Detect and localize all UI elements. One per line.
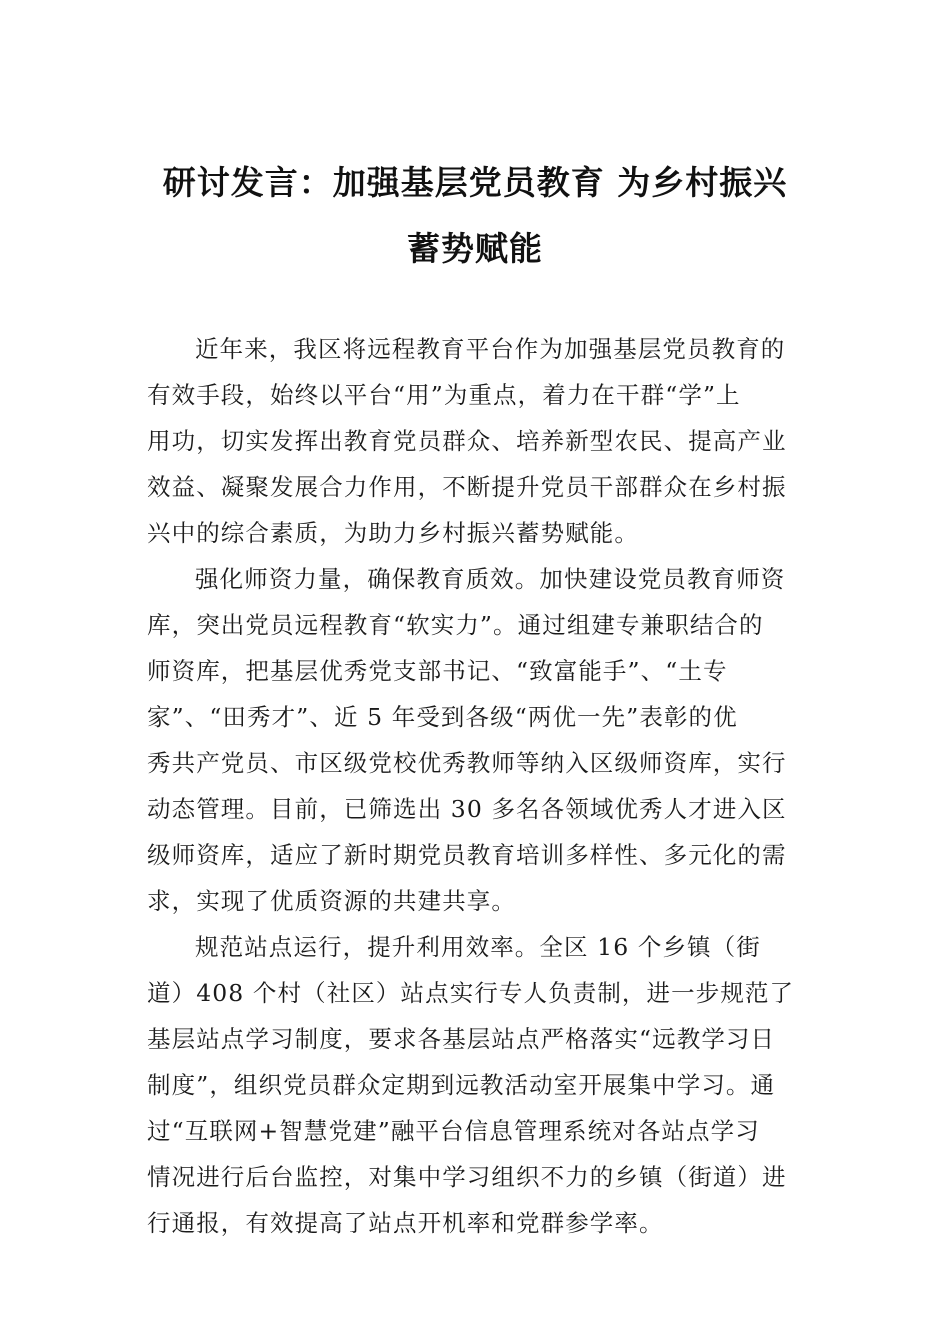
title-line-2: 蓄势赋能 [407, 229, 543, 268]
paragraph-line: 库，突出党员远程教育“软实力”。通过组建专兼职结合的 [147, 611, 764, 639]
paragraph-line: 规范站点运行，提升利用效率。全区 16 个乡镇（街 [195, 933, 761, 961]
paragraph-line: 情况进行后台监控，对集中学习组织不力的乡镇（街道）进 [147, 1163, 787, 1191]
paragraph-teachers [147, 556, 807, 924]
paragraph-line: 效益、凝聚发展合力作用，不断提升党员干部群众在乡村振 [147, 473, 787, 501]
paragraph-line: 过“互联网+智慧党建”融平台信息管理系统对各站点学习 [147, 1117, 760, 1145]
paragraph-line: 强化师资力量，确保教育质效。加快建设党员教育师资 [195, 565, 786, 593]
paragraph-line: 家”、“田秀才”、近 5 年受到各级“两优一先”表彰的优 [147, 703, 738, 731]
paragraph-line: 师资库，把基层优秀党支部书记、“致富能手”、“土专 [147, 657, 728, 685]
paragraph-line: 级师资库，适应了新时期党员教育培训多样性、多元化的需 [147, 841, 787, 869]
title-line-1: 研讨发言：加强基层党员教育 为乡村振兴 [162, 163, 788, 202]
paragraph-line: 基层站点学习制度，要求各基层站点严格落实“远教学习日 [147, 1025, 776, 1053]
paragraph-line: 行通报，有效提高了站点开机率和党群参学率。 [147, 1209, 664, 1237]
paragraph-line: 兴中的综合素质，为助力乡村振兴蓄势赋能。 [147, 519, 639, 547]
document-title [120, 150, 830, 282]
paragraph-line: 用功，切实发挥出教育党员群众、培养新型农民、提高产业 [147, 427, 787, 455]
paragraph-line: 道）408 个村（社区）站点实行专人负责制，进一步规范了 [147, 979, 795, 1007]
paragraph-line: 求，实现了优质资源的共建共享。 [147, 887, 516, 915]
paragraph-line: 近年来，我区将远程教育平台作为加强基层党员教育的 [195, 335, 786, 363]
paragraph-line: 制度”，组织党员群众定期到远教活动室开展集中学习。通 [147, 1071, 776, 1099]
paragraph-line: 有效手段，始终以平台“用”为重点，着力在干群“学”上 [147, 381, 741, 409]
paragraph-line: 动态管理。目前，已筛选出 30 多名各领域优秀人才进入区 [147, 795, 787, 823]
paragraph-intro [147, 326, 807, 556]
paragraph-line: 秀共产党员、市区级党校优秀教师等纳入区级师资库，实行 [147, 749, 787, 777]
paragraph-stations [147, 924, 807, 1246]
document-body [147, 326, 807, 1246]
